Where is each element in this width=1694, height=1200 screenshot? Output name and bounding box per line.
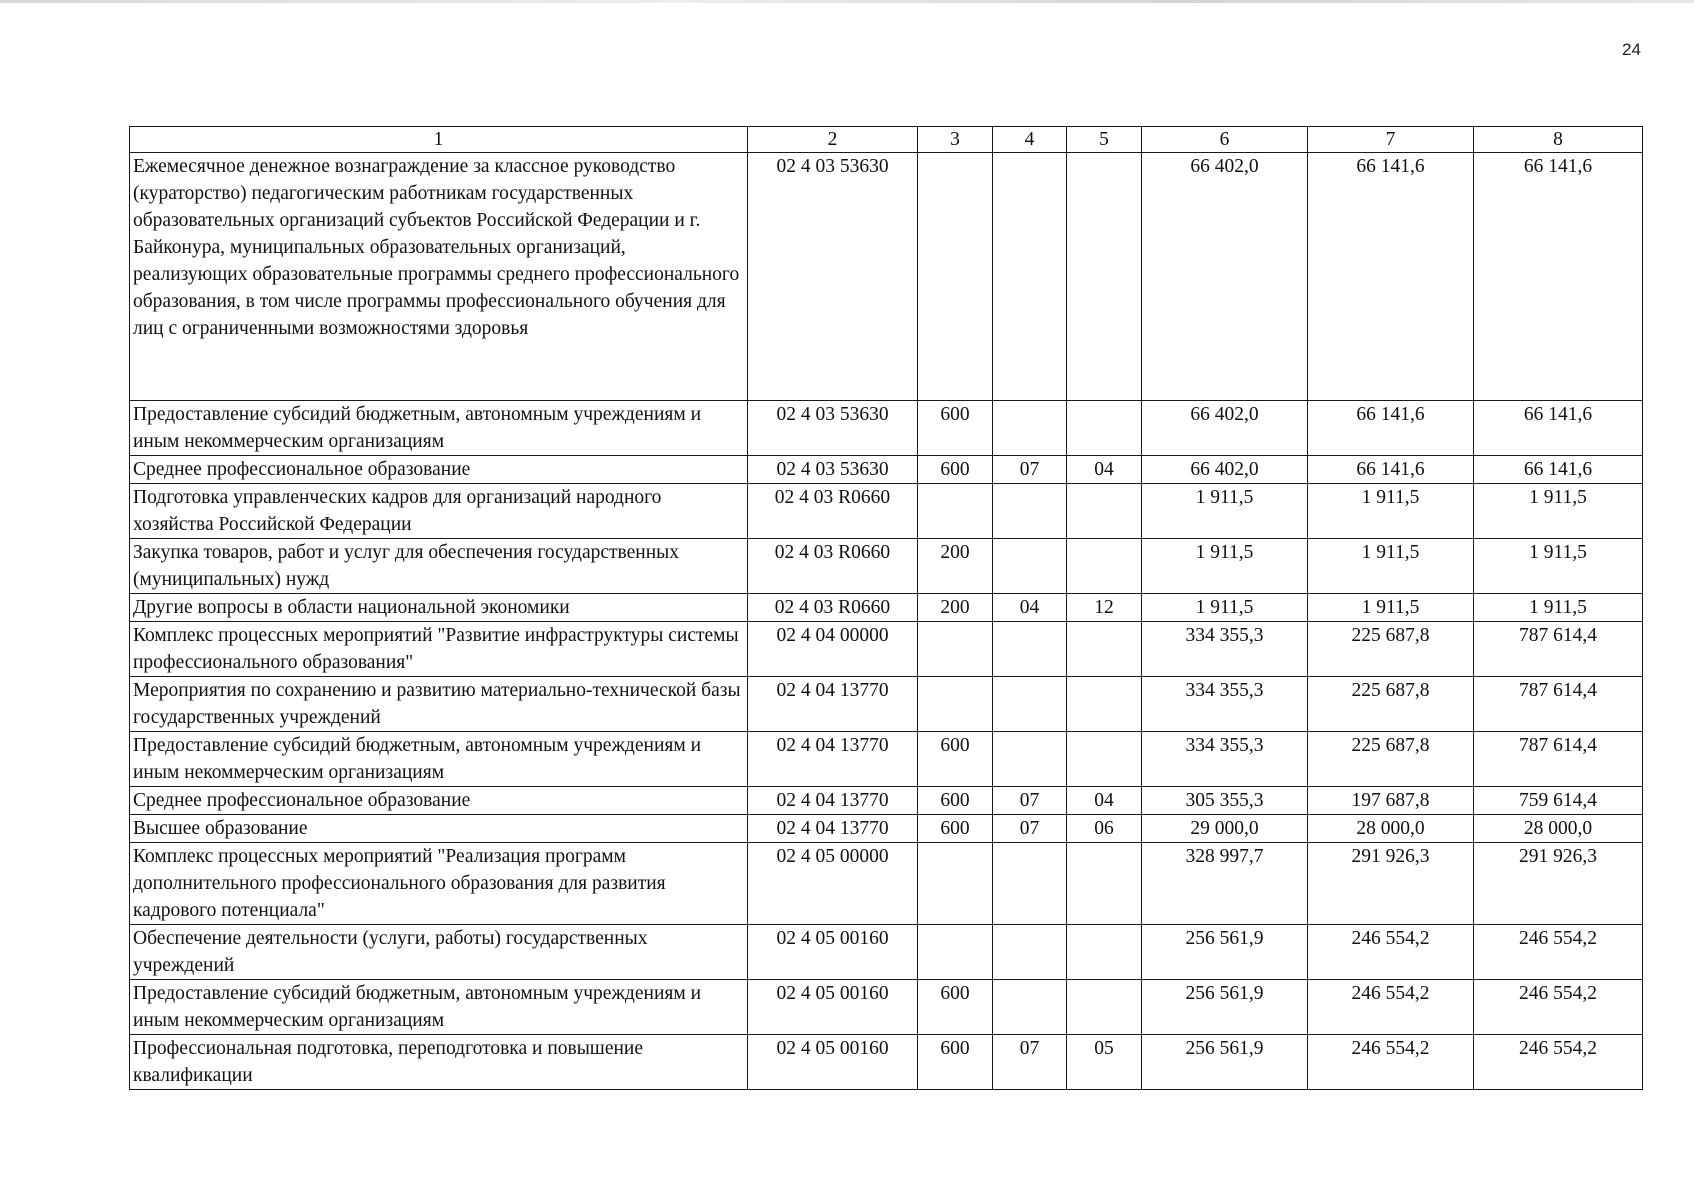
amount-year1-cell: 66 402,0: [1142, 456, 1308, 484]
column-header: 5: [1067, 127, 1142, 153]
amount-year2-cell: 66 141,6: [1308, 456, 1474, 484]
row-name-cell: Мероприятия по сохранению и развитию материально-технической базы государственных учреждений: [130, 677, 748, 732]
expense-type-cell: 600: [918, 980, 993, 1035]
amount-year1-cell: 66 402,0: [1142, 401, 1308, 456]
table-row: [130, 622, 1643, 677]
amount-year1-cell: 256 561,9: [1142, 1035, 1308, 1090]
section-cell: 07: [993, 787, 1067, 815]
amount-year2-cell: 291 926,3: [1308, 843, 1474, 925]
table-body: [130, 127, 1643, 1090]
column-header: 4: [993, 127, 1067, 153]
column-header: 1: [130, 127, 748, 153]
target-code-cell: 02 4 04 13770: [748, 732, 918, 787]
expense-type-cell: 600: [918, 401, 993, 456]
amount-year2-cell: 225 687,8: [1308, 622, 1474, 677]
target-code-cell: 02 4 04 13770: [748, 677, 918, 732]
table-row: [130, 594, 1643, 622]
budget-table: [129, 126, 1643, 1090]
amount-year1-cell: 256 561,9: [1142, 925, 1308, 980]
amount-year3-cell: 787 614,4: [1474, 732, 1643, 787]
amount-year3-cell: 759 614,4: [1474, 787, 1643, 815]
table-row: [130, 787, 1643, 815]
scan-edge: [0, 0, 1694, 3]
section-cell: [993, 732, 1067, 787]
page-number: 24: [1622, 40, 1641, 59]
section-cell: [993, 539, 1067, 594]
column-header: 7: [1308, 127, 1474, 153]
amount-year1-cell: 66 402,0: [1142, 153, 1308, 401]
expense-type-cell: 600: [918, 456, 993, 484]
target-code-cell: 02 4 03 53630: [748, 153, 918, 401]
row-name-cell: Среднее профессиональное образование: [130, 456, 748, 484]
amount-year3-cell: 28 000,0: [1474, 815, 1643, 843]
expense-type-cell: 600: [918, 815, 993, 843]
section-cell: 07: [993, 1035, 1067, 1090]
section-cell: [993, 677, 1067, 732]
table-row: [130, 843, 1643, 925]
target-code-cell: 02 4 04 00000: [748, 622, 918, 677]
amount-year3-cell: 66 141,6: [1474, 153, 1643, 401]
amount-year1-cell: 328 997,7: [1142, 843, 1308, 925]
expense-type-cell: 200: [918, 594, 993, 622]
target-code-cell: 02 4 05 00160: [748, 1035, 918, 1090]
target-code-cell: 02 4 05 00000: [748, 843, 918, 925]
row-name-cell: Другие вопросы в области национальной экономики: [130, 594, 748, 622]
column-header: 6: [1142, 127, 1308, 153]
expense-type-cell: [918, 925, 993, 980]
amount-year2-cell: 197 687,8: [1308, 787, 1474, 815]
amount-year3-cell: 66 141,6: [1474, 456, 1643, 484]
row-name-cell: Закупка товаров, работ и услуг для обеспечения государственных (муниципальных) нужд: [130, 539, 748, 594]
amount-year2-cell: 1 911,5: [1308, 484, 1474, 539]
subsection-cell: 06: [1067, 815, 1142, 843]
amount-year2-cell: 1 911,5: [1308, 539, 1474, 594]
table-row: [130, 677, 1643, 732]
subsection-cell: 12: [1067, 594, 1142, 622]
subsection-cell: [1067, 153, 1142, 401]
subsection-cell: [1067, 622, 1142, 677]
amount-year3-cell: 1 911,5: [1474, 539, 1643, 594]
expense-type-cell: [918, 843, 993, 925]
amount-year2-cell: 66 141,6: [1308, 153, 1474, 401]
amount-year1-cell: 334 355,3: [1142, 622, 1308, 677]
row-name-cell: Высшее образование: [130, 815, 748, 843]
subsection-cell: [1067, 925, 1142, 980]
column-header: 8: [1474, 127, 1643, 153]
row-name-cell: Комплекс процессных мероприятий "Развитие инфраструктуры системы профессионального образования": [130, 622, 748, 677]
row-name-cell: Профессиональная подготовка, переподготовка и повышение квалификации: [130, 1035, 748, 1090]
section-cell: [993, 622, 1067, 677]
amount-year2-cell: 28 000,0: [1308, 815, 1474, 843]
section-cell: 07: [993, 456, 1067, 484]
subsection-cell: [1067, 539, 1142, 594]
subsection-cell: [1067, 732, 1142, 787]
subsection-cell: [1067, 843, 1142, 925]
target-code-cell: 02 4 03 53630: [748, 401, 918, 456]
amount-year3-cell: 1 911,5: [1474, 594, 1643, 622]
amount-year2-cell: 1 911,5: [1308, 594, 1474, 622]
target-code-cell: 02 4 03 53630: [748, 456, 918, 484]
target-code-cell: 02 4 03 R0660: [748, 594, 918, 622]
row-name-cell: Обеспечение деятельности (услуги, работы) государственных учреждений: [130, 925, 748, 980]
target-code-cell: 02 4 03 R0660: [748, 539, 918, 594]
amount-year2-cell: 225 687,8: [1308, 732, 1474, 787]
section-cell: 04: [993, 594, 1067, 622]
table-row: [130, 1035, 1643, 1090]
section-cell: [993, 980, 1067, 1035]
expense-type-cell: 200: [918, 539, 993, 594]
amount-year1-cell: 305 355,3: [1142, 787, 1308, 815]
section-cell: [993, 153, 1067, 401]
header-row: [130, 127, 1643, 153]
amount-year2-cell: 246 554,2: [1308, 980, 1474, 1035]
amount-year3-cell: 291 926,3: [1474, 843, 1643, 925]
row-name-cell: Комплекс процессных мероприятий "Реализация программ дополнительного профессионального образования для развития кадрового потенциала": [130, 843, 748, 925]
table-row: [130, 815, 1643, 843]
amount-year2-cell: 246 554,2: [1308, 925, 1474, 980]
table-row: [130, 925, 1643, 980]
amount-year2-cell: 66 141,6: [1308, 401, 1474, 456]
expense-type-cell: [918, 622, 993, 677]
expense-type-cell: [918, 484, 993, 539]
subsection-cell: 04: [1067, 456, 1142, 484]
amount-year3-cell: 787 614,4: [1474, 677, 1643, 732]
target-code-cell: 02 4 05 00160: [748, 925, 918, 980]
amount-year1-cell: 334 355,3: [1142, 677, 1308, 732]
amount-year2-cell: 246 554,2: [1308, 1035, 1474, 1090]
amount-year1-cell: 1 911,5: [1142, 484, 1308, 539]
section-cell: 07: [993, 815, 1067, 843]
row-name-cell: Предоставление субсидий бюджетным, автономным учреждениям и иным некоммерческим организациям: [130, 732, 748, 787]
amount-year1-cell: 1 911,5: [1142, 594, 1308, 622]
section-cell: [993, 484, 1067, 539]
expense-type-cell: 600: [918, 732, 993, 787]
table-row: [130, 456, 1643, 484]
row-name-cell: Ежемесячное денежное вознаграждение за классное руководство (кураторство) педагогическим работникам государственных образовательных организаций субъектов Российской Федерации и г. Байконура, муниципальных образовательных организаций, реализующих образовательные программы среднего профессионального образования, в том числе программы профессионального обучения для лиц с ограниченными возможностями здоровья: [130, 153, 748, 401]
amount-year3-cell: 787 614,4: [1474, 622, 1643, 677]
amount-year3-cell: 246 554,2: [1474, 925, 1643, 980]
subsection-cell: [1067, 401, 1142, 456]
target-code-cell: 02 4 03 R0660: [748, 484, 918, 539]
expense-type-cell: 600: [918, 787, 993, 815]
table-row: [130, 539, 1643, 594]
table-row: [130, 484, 1643, 539]
section-cell: [993, 843, 1067, 925]
row-name-cell: Предоставление субсидий бюджетным, автономным учреждениям и иным некоммерческим организациям: [130, 401, 748, 456]
amount-year3-cell: 246 554,2: [1474, 980, 1643, 1035]
table-row: [130, 732, 1643, 787]
subsection-cell: 04: [1067, 787, 1142, 815]
row-name-cell: Среднее профессиональное образование: [130, 787, 748, 815]
expense-type-cell: [918, 153, 993, 401]
amount-year3-cell: 1 911,5: [1474, 484, 1643, 539]
section-cell: [993, 925, 1067, 980]
column-header: 2: [748, 127, 918, 153]
expense-type-cell: 600: [918, 1035, 993, 1090]
amount-year1-cell: 256 561,9: [1142, 980, 1308, 1035]
amount-year2-cell: 225 687,8: [1308, 677, 1474, 732]
amount-year3-cell: 66 141,6: [1474, 401, 1643, 456]
amount-year1-cell: 334 355,3: [1142, 732, 1308, 787]
row-name-cell: Предоставление субсидий бюджетным, автономным учреждениям и иным некоммерческим организациям: [130, 980, 748, 1035]
expense-type-cell: [918, 677, 993, 732]
amount-year1-cell: 29 000,0: [1142, 815, 1308, 843]
column-header: 3: [918, 127, 993, 153]
subsection-cell: [1067, 677, 1142, 732]
amount-year1-cell: 1 911,5: [1142, 539, 1308, 594]
subsection-cell: 05: [1067, 1035, 1142, 1090]
section-cell: [993, 401, 1067, 456]
target-code-cell: 02 4 05 00160: [748, 980, 918, 1035]
table-row: [130, 980, 1643, 1035]
table-row: [130, 153, 1643, 401]
row-name-cell: Подготовка управленческих кадров для организаций народного хозяйства Российской Федерации: [130, 484, 748, 539]
target-code-cell: 02 4 04 13770: [748, 815, 918, 843]
subsection-cell: [1067, 980, 1142, 1035]
target-code-cell: 02 4 04 13770: [748, 787, 918, 815]
amount-year3-cell: 246 554,2: [1474, 1035, 1643, 1090]
subsection-cell: [1067, 484, 1142, 539]
table-row: [130, 401, 1643, 456]
